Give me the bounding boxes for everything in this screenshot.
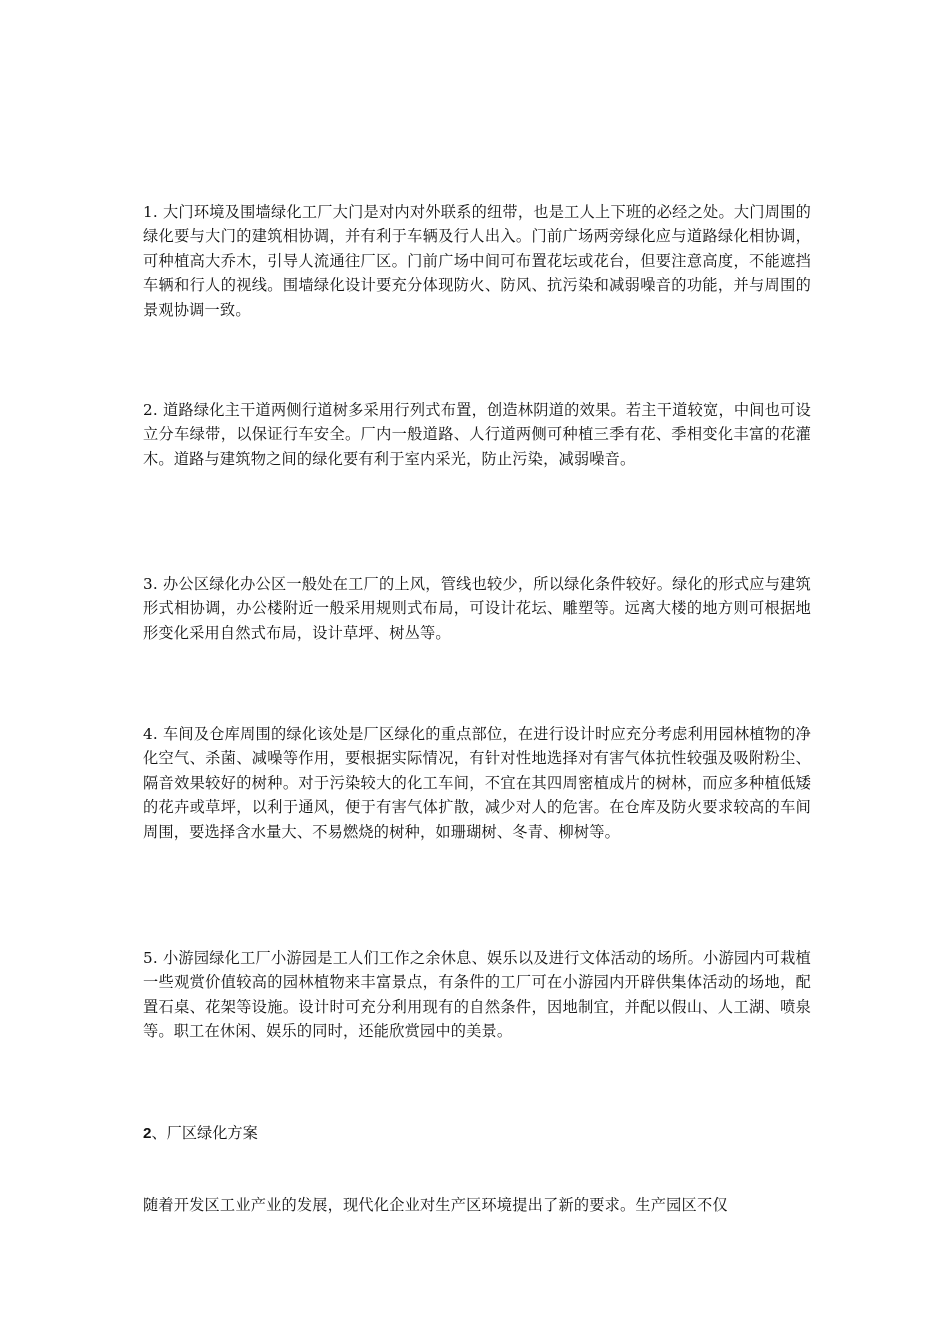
section-heading bbox=[143, 1121, 258, 1146]
section-number: 2 bbox=[143, 1125, 152, 1142]
section-title: 、厂区绿化方案 bbox=[151, 1124, 258, 1142]
paragraph-road-greening: 2. 道路绿化主干道两侧行道树多采用行列式布置，创造林阴道的效果。若主干道较宽，中间也可设立分车绿带，以保证行车安全。厂内一般道路、人行道两侧可种植三季有花、季相变化丰富的花灌木。道路与建筑物之间的绿化要有利于室内采光，防止污染，减弱噪音。 bbox=[143, 401, 811, 468]
paragraph-garden-greening: 5. 小游园绿化工厂小游园是工人们工作之余休息、娱乐以及进行文体活动的场所。小游园内可栽植一些观赏价值较高的园林植物来丰富景点，有条件的工厂可在小游园内开辟供集体活动的场地，配置石桌、花架等设施。设计时可充分利用现有的自然条件，因地制宜，并配以假山、人工湖、喷泉等。职工在休闲、娱乐的同时，还能欣赏园中的美景。 bbox=[143, 949, 811, 1041]
paragraph-workshop-greening: 4. 车间及仓库周围的绿化该处是厂区绿化的重点部位，在进行设计时应充分考虑利用园林植物的净化空气、杀菌、减噪等作用，要根据实际情况，有针对性地选择对有害气体抗性较强及吸附粉尘、隔音效果较好的树种。对于污染较大的化工车间，不宜在其四周密植成片的树林，而应多种植低矮的花卉或草坪，以利于通风，便于有害气体扩散，减少对人的危害。在仓库及防火要求较高的车间周围，要选择含水量大、不易燃烧的树种，如珊瑚树、冬青、柳树等。 bbox=[143, 725, 811, 841]
paragraph-gate-greening: 1. 大门环境及围墙绿化工厂大门是对内对外联系的纽带，也是工人上下班的必经之处。大门周围的绿化要与大门的建筑相协调，并有利于车辆及行人出入。门前广场两旁绿化应与道路绿化相协调，可种植高大乔木，引导人流通往厂区。门前广场中间可布置花坛或花台，但要注意高度，不能遮挡车辆和行人的视线。围墙绿化设计要充分体现防火、防风、抗污染和减弱噪音的功能，并与周围的景观协调一致。 bbox=[143, 203, 811, 319]
paragraph-intro: 随着开发区工业产业的发展，现代化企业对生产区环境提出了新的要求。生产园区不仅 bbox=[143, 1196, 728, 1214]
paragraph-office-greening: 3. 办公区绿化办公区一般处在工厂的上风，管线也较少，所以绿化条件较好。绿化的形式应与建筑形式相协调，办公楼附近一般采用规则式布局，可设计花坛、雕塑等。远离大楼的地方则可根据地形变化采用自然式布局，设计草坪、树丛等。 bbox=[143, 575, 811, 642]
